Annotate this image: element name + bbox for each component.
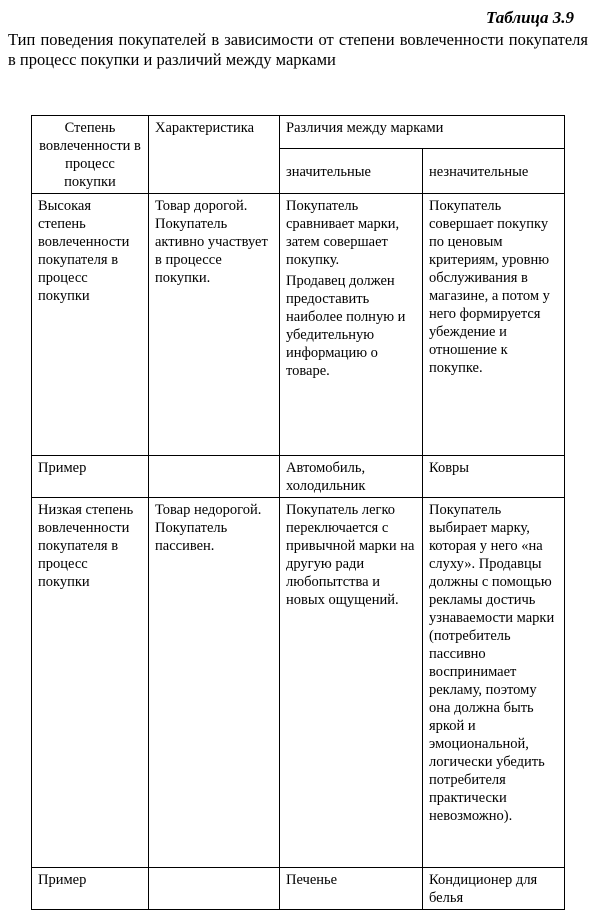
cell-characteristic: Товар дорогой. Покупатель активно участвует в процессе покупки. xyxy=(149,194,280,456)
cell-significant: Печенье xyxy=(280,868,423,910)
header-characteristic: Характеристика xyxy=(149,116,280,194)
table-row xyxy=(32,194,565,456)
header-involvement: Степень вовлеченности в процесс покупки xyxy=(32,116,149,194)
header-insignificant: незначительные xyxy=(423,149,565,194)
cell-involvement: Пример xyxy=(32,456,149,498)
cell-involvement: Пример xyxy=(32,868,149,910)
table-caption: Таблица 3.9 xyxy=(486,8,574,27)
table-row xyxy=(32,498,565,868)
header-row xyxy=(32,116,565,149)
cell-insignificant: Покупатель совершает покупку по ценовым критериям, уровню обслуживания в магазине, а потом у него формируется убеждение и отношение к покупке. xyxy=(423,194,565,456)
cell-characteristic xyxy=(149,456,280,498)
cell-characteristic xyxy=(149,868,280,910)
header-significant: значительные xyxy=(280,149,423,194)
table-title: Тип поведения покупателей в зависимости от степени вовлеченности покупателя в процесс покупки и различий между марками xyxy=(8,30,588,69)
cell-involvement: Низкая степень вовлеченности покупателя в процесс покупки xyxy=(32,498,149,868)
cell-paragraph: Покупатель сравнивает марки, затем совершает покупку. xyxy=(286,198,400,268)
cell-involvement: Высокая степень вовлеченности покупателя в процесс покупки xyxy=(32,194,149,456)
header-brand-differences: Различия между марками xyxy=(280,116,565,149)
cell-significant xyxy=(280,194,423,456)
cell-insignificant: Кондиционер для белья xyxy=(423,868,565,910)
cell-significant: Автомобиль, холодильник xyxy=(280,456,423,498)
cell-significant: Покупатель легко переключается с привычной марки на другую ради любопытства и новых ощущений. xyxy=(280,498,423,868)
cell-characteristic: Товар недорогой. Покупатель пассивен. xyxy=(149,498,280,868)
cell-insignificant: Покупатель выбирает марку, которая у него «на слуху». Продавцы должны с помощью рекламы достичь узнаваемости марки (потребитель пассивно воспринимает рекламу, поэтому она должна быть яркой и эмоциональной, логически убедить потребителя практически невозможно). xyxy=(423,498,565,868)
table-row xyxy=(32,868,565,910)
cell-paragraph: Продавец должен предоставить наиболее полную и убедительную информацию о товаре. xyxy=(286,273,406,379)
table-row xyxy=(32,456,565,498)
cell-insignificant: Ковры xyxy=(423,456,565,498)
behavior-table xyxy=(31,115,565,910)
